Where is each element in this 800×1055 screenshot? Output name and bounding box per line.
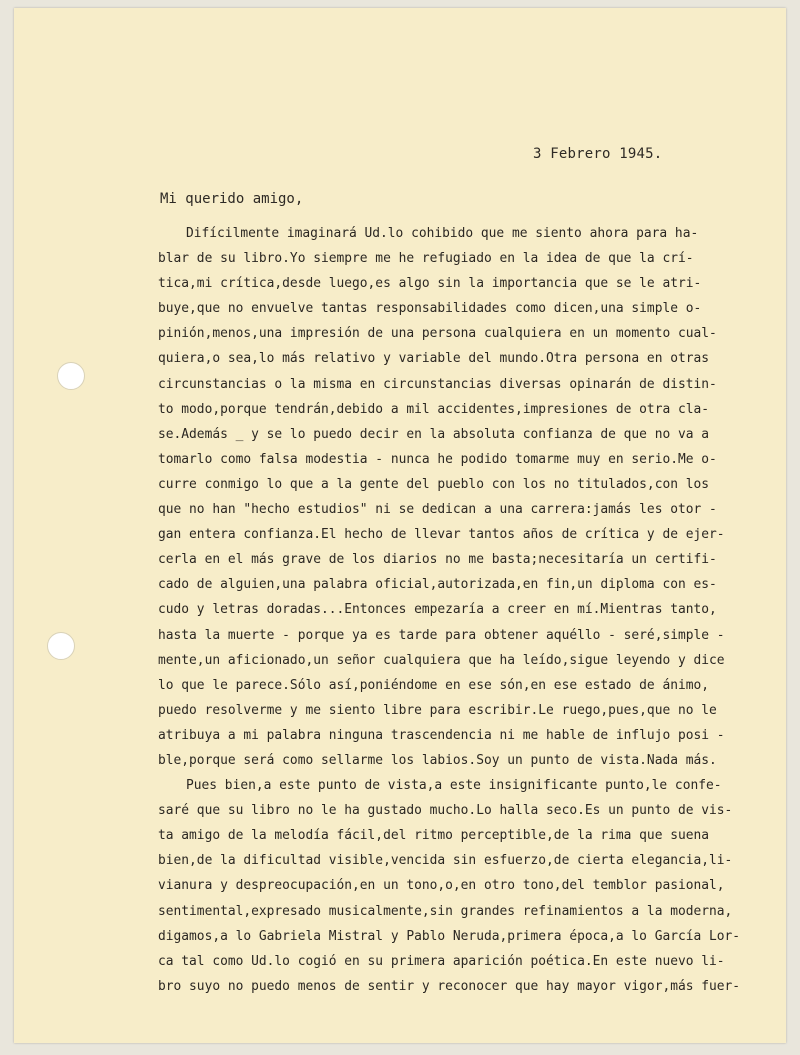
letter-date: 3 Febrero 1945. <box>533 146 663 162</box>
body-line: buye,que no envuelve tantas responsabilidades como dicen,una simple o- <box>158 301 702 317</box>
body-line: gan entera confianza.El hecho de llevar tantos años de crítica y de ejer- <box>158 527 725 543</box>
body-line: cudo y letras doradas...Entonces empezaría a creer en mí.Mientras tanto, <box>158 602 717 618</box>
letter-salutation: Mi querido amigo, <box>160 191 304 207</box>
body-line: que no han "hecho estudios" ni se dedican a una carrera:jamás les otor - <box>158 502 717 518</box>
body-line: curre conmigo lo que a la gente del pueblo con los no titulados,con los <box>158 476 710 492</box>
body-line: cerla en el más grave de los diarios no me basta;necesitaría un certifi- <box>158 552 717 568</box>
body-line: circunstancias o la misma en circunstancias diversas opinarán de distin- <box>158 376 717 392</box>
letter-page <box>14 8 786 1043</box>
body-line: puedo resolverme y me siento libre para escribir.Le ruego,pues,que no le <box>158 702 717 718</box>
body-line: hasta la muerte - porque ya es tarde para obtener aquéllo - seré,simple - <box>158 627 725 643</box>
body-line: sentimental,expresado musicalmente,sin grandes refinamientos a la moderna, <box>158 903 733 919</box>
body-line: Pues bien,a este punto de vista,a este insignificante punto,le confe- <box>186 778 722 794</box>
body-line: ca tal como Ud.lo cogió en su primera aparición poética.En este nuevo li- <box>158 953 725 969</box>
body-line: bro suyo no puedo menos de sentir y reconocer que hay mayor vigor,más fuer- <box>158 978 741 994</box>
body-line: mente,un aficionado,un señor cualquiera que ha leído,sigue leyendo y dice <box>158 652 725 668</box>
body-line: quiera,o sea,lo más relativo y variable del mundo.Otra persona en otras <box>158 351 710 367</box>
body-line: ble,porque será como sellarme los labios.Soy un punto de vista.Nada más. <box>158 752 717 768</box>
body-line: vianura y despreocupación,en un tono,o,en otro tono,del temblor pasional, <box>158 878 725 894</box>
punch-hole <box>57 362 85 390</box>
body-line: to modo,porque tendrán,debido a mil accidentes,impresiones de otra cla- <box>158 401 710 417</box>
body-line: cado de alguien,una palabra oficial,autorizada,en fin,un diploma con es- <box>158 577 717 593</box>
body-line: bien,de la dificultad visible,vencida sin esfuerzo,de cierta elegancia,li- <box>158 853 733 869</box>
body-line: atribuya a mi palabra ninguna trascendencia ni me hable de influjo posi - <box>158 727 725 743</box>
letter-body <box>158 221 798 999</box>
body-line: digamos,a lo Gabriela Mistral y Pablo Neruda,primera época,a lo García Lor- <box>158 928 741 944</box>
body-line: tomarlo como falsa modestia - nunca he podido tomarme muy en serio.Me o- <box>158 451 717 467</box>
body-line: Difícilmente imaginará Ud.lo cohibido que me siento ahora para ha- <box>186 226 699 241</box>
body-line: pinión,menos,una impresión de una persona cualquiera en un momento cual- <box>158 326 717 342</box>
body-line: tica,mi crítica,desde luego,es algo sin la importancia que se le atri- <box>158 276 702 292</box>
punch-hole <box>47 632 75 660</box>
body-line: se.Además _ y se lo puedo decir en la absoluta confianza de que no va a <box>158 426 710 442</box>
body-line: blar de su libro.Yo siempre me he refugiado en la idea de que la crí- <box>158 251 694 267</box>
body-line: lo que le parece.Sólo así,poniéndome en ese són,en ese estado de ánimo, <box>158 677 710 693</box>
body-line: ta amigo de la melodía fácil,del ritmo perceptible,de la rima que suena <box>158 828 710 844</box>
body-line: saré que su libro no le ha gustado mucho.Lo halla seco.Es un punto de vis- <box>158 803 733 819</box>
